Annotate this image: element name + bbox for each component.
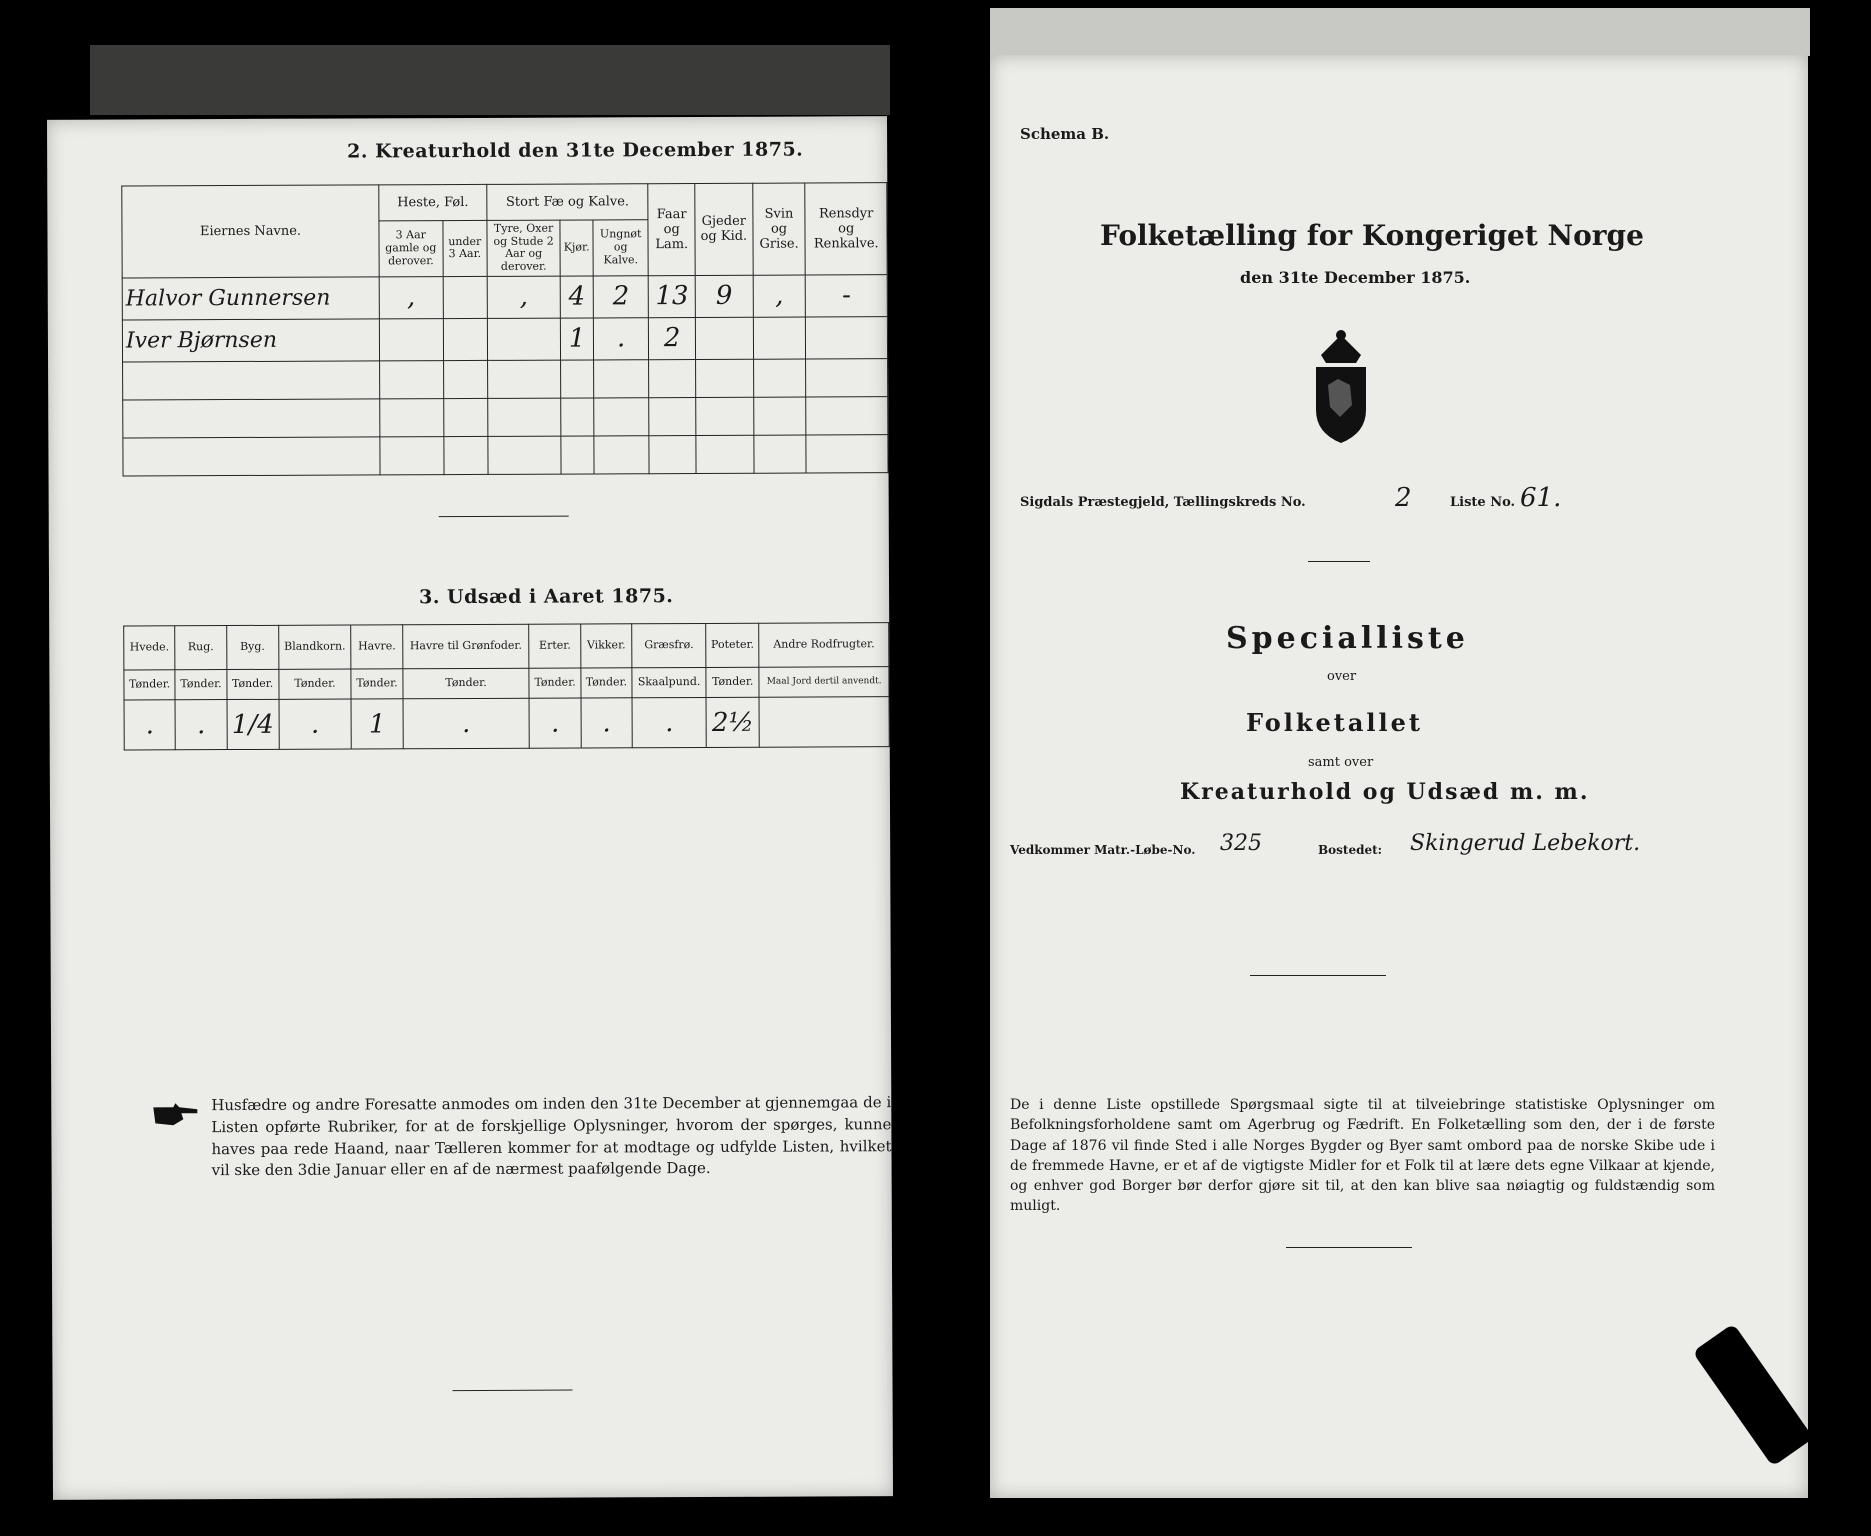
table-row <box>123 358 888 399</box>
crop-header-row <box>124 623 889 670</box>
heste-col2-header: under 3 Aar. <box>443 220 488 276</box>
crop-header: Vikker. <box>581 624 633 668</box>
schema-label: Schema B. <box>1020 125 1110 143</box>
folketallet-label: Folketallet <box>1246 708 1423 737</box>
crop-value: . <box>529 698 581 748</box>
crop-table <box>123 622 890 750</box>
crop-unit: Tønder. <box>124 670 175 700</box>
paper-clip-shadow <box>1692 1323 1813 1466</box>
crop-header: Havre til Grønfoder. <box>402 624 529 669</box>
crop-unit: Tønder. <box>279 669 352 699</box>
kreatur-line: Kreaturhold og Udsæd m. m. <box>1180 779 1590 805</box>
stort-col2-header: Kjør. <box>560 220 593 276</box>
crop-value: . <box>124 700 176 750</box>
divider <box>453 1390 573 1392</box>
over-label: over <box>1327 669 1357 684</box>
table-row <box>122 274 887 319</box>
rensdyr-header: Rensdyr og Renkalve. <box>805 183 887 275</box>
owner-name: Iver Bjørnsen <box>122 318 379 361</box>
cell: , <box>379 276 443 318</box>
matr-label: Vedkommer Matr.-Løbe-No. <box>1010 843 1196 857</box>
cell <box>443 318 488 360</box>
matr-value: 325 <box>1220 831 1262 856</box>
liste-label: Liste No. <box>1450 495 1516 510</box>
heste-col1-header: 3 Aar gamle og derover. <box>379 221 443 277</box>
bosted-value: Skingerud Lebekort. <box>1410 831 1641 856</box>
crop-unit-row <box>124 667 889 700</box>
main-title: Folketælling for Kongeriget Norge <box>1100 219 1644 252</box>
cell: 4 <box>560 276 593 318</box>
crop-header: Andre Rodfrugter. <box>759 623 889 668</box>
stort-group-header: Stort Fæ og Kalve. <box>487 184 649 221</box>
scan-edge-top-left <box>90 45 890 115</box>
crop-header: Hvede. <box>124 626 176 670</box>
scan-edge-top-right <box>990 8 1810 56</box>
intro-paragraph: De i denne Liste opstillede Spørgsmaal sigte til at tilveiebringe statistiske Oplysninger om Befolkningsforholdene samt om Agerbrug og Fædrift. En Folketælling som den, der i de første Dage af 1876 vil finde Sted i alle Norges Bygder og Byer samt ombord paa de norske Skibe ude i de fremmede Havne, er et af de vigtigste Midler for et Folk til at lære dets egne Vilkaar at kjende, og enhver god Borger bør derfor gjøre sit til, at den kan blive saa nøiagtig og fuldstændig som muligt. <box>1010 1097 1715 1215</box>
kreds-number: 2 <box>1395 483 1412 513</box>
crop-value: . <box>279 699 352 749</box>
table-row <box>123 434 888 475</box>
gjeder-header: Gjeder og Kid. <box>695 183 753 275</box>
svin-header: Svin og Grise. <box>752 183 805 275</box>
livestock-table <box>121 182 888 476</box>
cell <box>379 318 443 360</box>
cell: 1 <box>561 318 594 360</box>
cell: 2 <box>593 275 648 317</box>
owner-name: Halvor Gunnersen <box>122 276 379 319</box>
crop-unit: Tønder. <box>581 668 632 698</box>
cell: 2 <box>649 317 696 359</box>
divider <box>1308 561 1370 562</box>
crop-header: Havre. <box>351 625 403 669</box>
cell: , <box>753 275 806 317</box>
crop-unit: Tønder. <box>706 667 759 697</box>
crop-unit: Tønder. <box>351 669 402 699</box>
crop-value: . <box>175 700 227 750</box>
faar-header: Faar og Lam. <box>648 184 695 276</box>
divider <box>1250 975 1386 976</box>
crop-value: 2½ <box>706 697 759 747</box>
crop-unit: Tønder. <box>403 668 530 699</box>
cell: 9 <box>695 275 753 317</box>
instructions-notice: Husfædre og andre Foresatte anmodes om inden den 31te December at gjennemgaa de i Listen opførte Rubriker, for at de forskjellige Oplysninger, hvorom der spørges, kunne haves paa rede Haand, naar Tælleren kommer for at modtage og udfylde Listen, hvilket vil ske den 3die Januar eller en af de nærmest paafølgende Dage. <box>211 1093 892 1180</box>
section2-title: 2. Kreaturhold den 31te December 1875. <box>347 138 804 163</box>
table-row <box>122 316 887 361</box>
bosted-label: Bostedet: <box>1318 843 1383 857</box>
parish-label: Sigdals Præstegjeld, Tællingskreds No. <box>1020 495 1306 510</box>
stort-col1-header: Tyre, Oxer og Stude 2 Aar og derover. <box>487 220 560 276</box>
cell <box>487 318 560 360</box>
cell <box>443 276 488 318</box>
cell <box>806 316 888 358</box>
cell <box>695 317 753 359</box>
census-date: den 31te December 1875. <box>1240 268 1471 287</box>
crop-value: 1 <box>351 699 403 749</box>
crop-header: Byg. <box>226 625 278 669</box>
section3-title: 3. Udsæd i Aaret 1875. <box>419 585 674 609</box>
cell: . <box>593 317 648 359</box>
liste-number: 61. <box>1520 483 1562 513</box>
coat-of-arms-icon <box>1306 325 1376 445</box>
cell: , <box>487 276 560 318</box>
right-page <box>990 55 1808 1498</box>
crop-header: Græsfrø. <box>632 623 706 667</box>
divider <box>1286 1247 1412 1248</box>
stort-col3-header: Ungnøt og Kalve. <box>593 220 649 276</box>
cell <box>753 317 806 359</box>
crop-header: Rug. <box>175 626 227 670</box>
special-title: Specialliste <box>1226 621 1469 656</box>
samt-over-label: samt over <box>1308 755 1374 770</box>
crop-header: Erter. <box>529 624 581 668</box>
crop-value: . <box>632 697 706 747</box>
crop-header: Blandkorn. <box>278 625 351 669</box>
table-row <box>123 396 888 437</box>
pointing-hand-icon <box>151 1101 199 1127</box>
crop-unit: Maal Jord dertil anvendt. <box>759 667 889 698</box>
owner-header: Eiernes Navne. <box>122 185 379 278</box>
heste-group-header: Heste, Føl. <box>379 184 487 220</box>
crop-value: . <box>403 698 530 749</box>
crop-value <box>759 697 889 748</box>
divider <box>439 516 569 518</box>
crop-value-row <box>124 697 889 750</box>
crop-unit: Tønder. <box>529 668 580 698</box>
crop-unit: Tønder. <box>227 669 279 699</box>
crop-header: Poteter. <box>706 623 759 667</box>
cell: - <box>806 274 888 316</box>
cell: 13 <box>649 275 696 317</box>
crop-value: . <box>581 698 633 748</box>
left-page <box>47 116 893 1500</box>
crop-unit: Skaalpund. <box>632 667 706 697</box>
crop-value: 1/4 <box>227 699 279 749</box>
crop-unit: Tønder. <box>175 670 226 700</box>
